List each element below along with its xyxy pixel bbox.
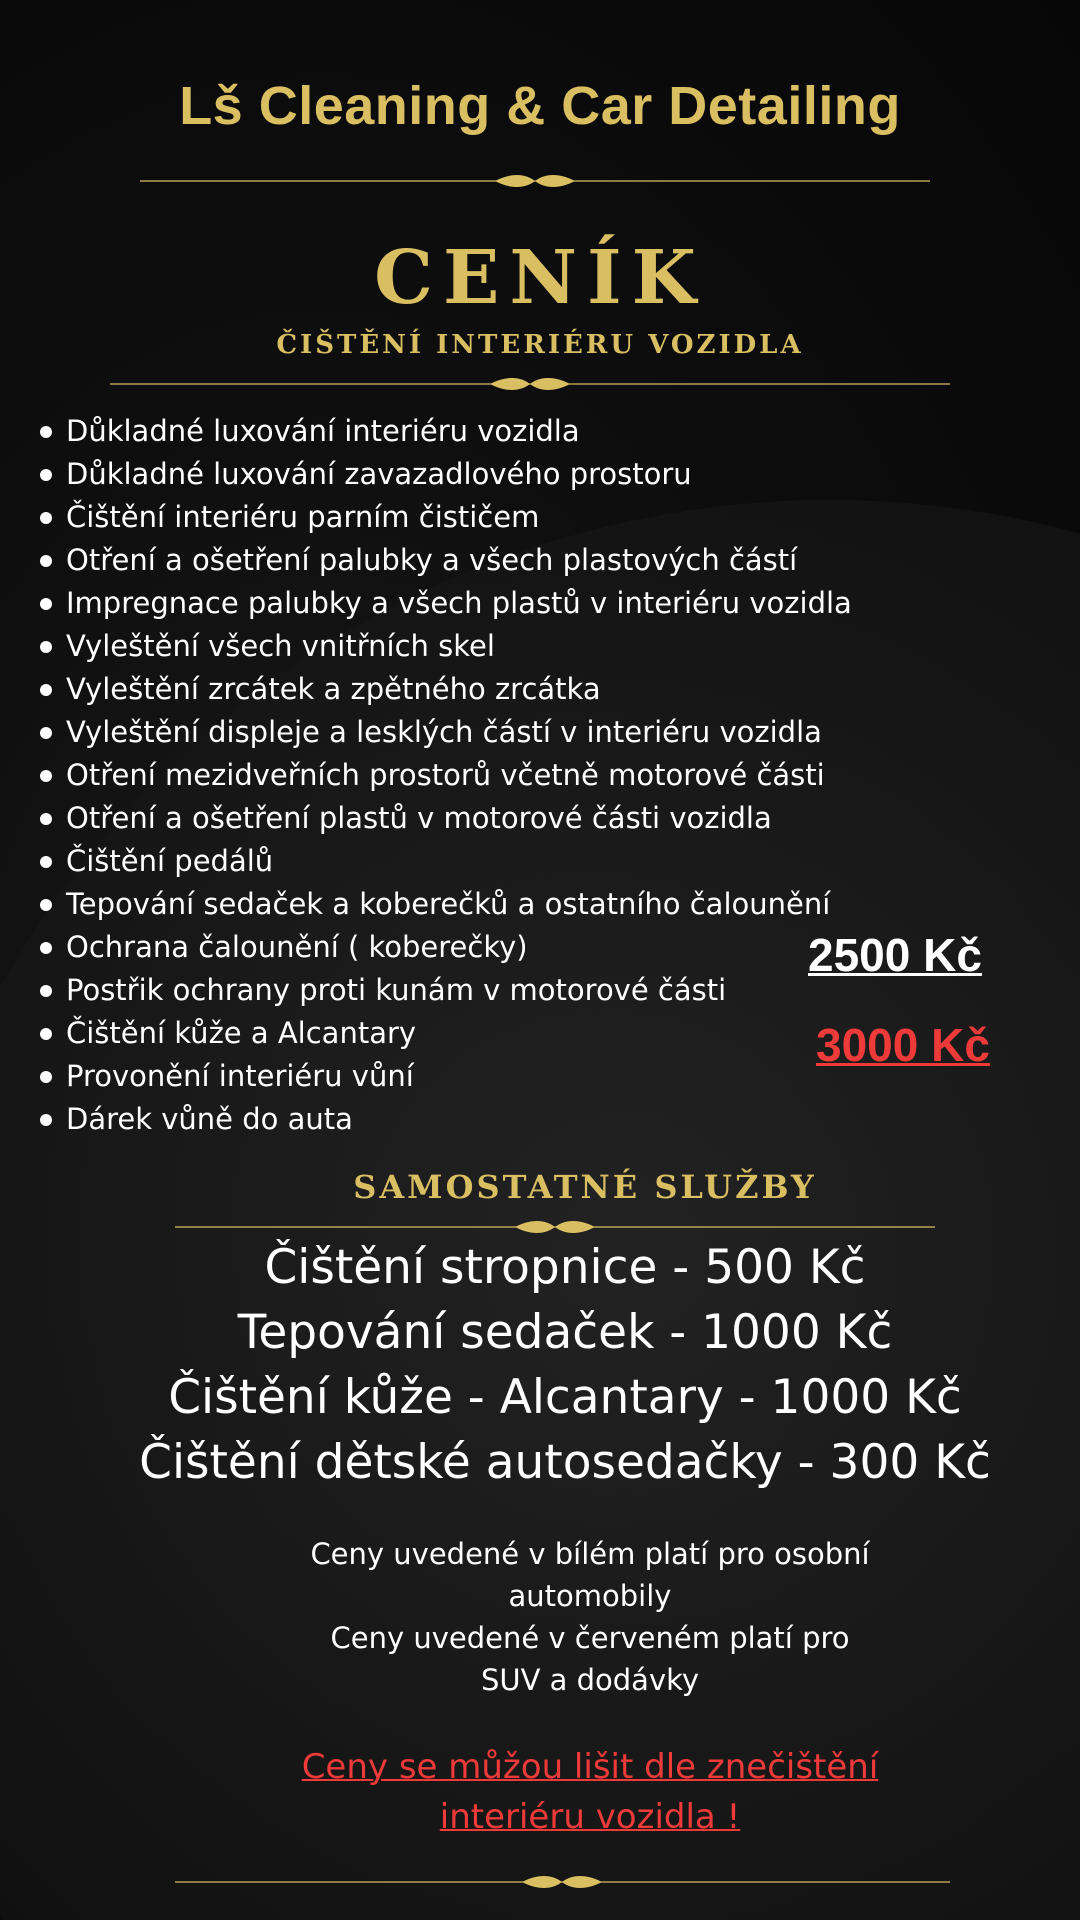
- service-item: Tepování sedaček - 1000 Kč: [237, 1305, 893, 1360]
- page-title: CENÍK: [374, 235, 706, 321]
- list-item: Dárek vůně do auta: [40, 1098, 820, 1141]
- price-suv-van: 3000 Kč: [816, 1019, 990, 1071]
- note-line: Ceny uvedené v bílém platí pro osobní: [310, 1537, 870, 1571]
- bullet-icon: [40, 813, 52, 825]
- list-item: Postřik ochrany proti kunám v motorové části: [40, 969, 820, 1012]
- bullet-icon: [40, 942, 52, 954]
- ornament-divider: [110, 376, 950, 392]
- brand-name: Lš Cleaning & Car Detailing: [179, 76, 901, 136]
- list-item: Otření mezidveřních prostorů včetně motorové části: [40, 754, 820, 797]
- bullet-icon: [40, 1071, 52, 1083]
- note-line: Ceny uvedené v červeném platí pro: [330, 1621, 850, 1655]
- service-item: Čištění stropnice - 500 Kč: [264, 1240, 866, 1295]
- list-item: Důkladné luxování interiéru vozidla: [40, 410, 820, 453]
- bullet-icon: [40, 555, 52, 567]
- list-item: Otření a ošetření plastů v motorové části vozidla: [40, 797, 820, 840]
- ornament-divider: [140, 173, 930, 189]
- list-item: Čištění kůže a Alcantary: [40, 1012, 820, 1055]
- list-item: Otření a ošetření palubky a všech plastových částí: [40, 539, 820, 582]
- price-personal-car: 2500 Kč: [808, 929, 982, 981]
- ornament-divider: [175, 1219, 935, 1235]
- bullet-icon: [40, 770, 52, 782]
- bullet-icon: [40, 512, 52, 524]
- warning-line: Ceny se můžou lišit dle znečištění: [301, 1747, 879, 1787]
- ornament-divider: [175, 1874, 950, 1890]
- list-item: Vyleštění displeje a lesklých částí v interiéru vozidla: [40, 711, 820, 754]
- feature-list: [40, 410, 852, 1141]
- list-item: Důkladné luxování zavazadlového prostoru: [40, 453, 820, 496]
- bullet-icon: [40, 899, 52, 911]
- services-list: [40, 1235, 1080, 1495]
- list-item: Impregnace palubky a všech plastů v interiéru vozidla: [40, 582, 820, 625]
- list-item: Ochrana čalounění ( koberečky): [40, 926, 820, 969]
- bullet-icon: [40, 469, 52, 481]
- services-title: SAMOSTATNÉ SLUŽBY: [353, 1168, 817, 1206]
- bullet-icon: [40, 1114, 52, 1126]
- list-item: Tepování sedaček a koberečků a ostatního čalounění: [40, 883, 820, 926]
- note-line: SUV a dodávky: [480, 1663, 700, 1697]
- note-line: automobily: [508, 1579, 672, 1613]
- bullet-icon: [40, 641, 52, 653]
- bullet-icon: [40, 985, 52, 997]
- page-subtitle: ČIŠTĚNÍ INTERIÉRU VOZIDLA: [276, 330, 804, 360]
- bullet-icon: [40, 856, 52, 868]
- bullet-icon: [40, 684, 52, 696]
- bullet-icon: [40, 727, 52, 739]
- bullet-icon: [40, 426, 52, 438]
- list-item: Čištění interiéru parním čističem: [40, 496, 820, 539]
- bullet-icon: [40, 1028, 52, 1040]
- service-item: Čištění kůže - Alcantary - 1000 Kč: [168, 1370, 962, 1425]
- warning-line: interiéru vozidla !: [439, 1797, 741, 1837]
- price-warning: [240, 1742, 940, 1842]
- list-item: Vyleštění zrcátek a zpětného zrcátka: [40, 668, 820, 711]
- list-item: Provonění interiéru vůní: [40, 1055, 820, 1098]
- price-notes: [240, 1533, 940, 1701]
- list-item: Vyleštění všech vnitřních skel: [40, 625, 820, 668]
- bullet-icon: [40, 598, 52, 610]
- list-item: Čištění pedálů: [40, 840, 820, 883]
- service-item: Čištění dětské autosedačky - 300 Kč: [139, 1435, 991, 1490]
